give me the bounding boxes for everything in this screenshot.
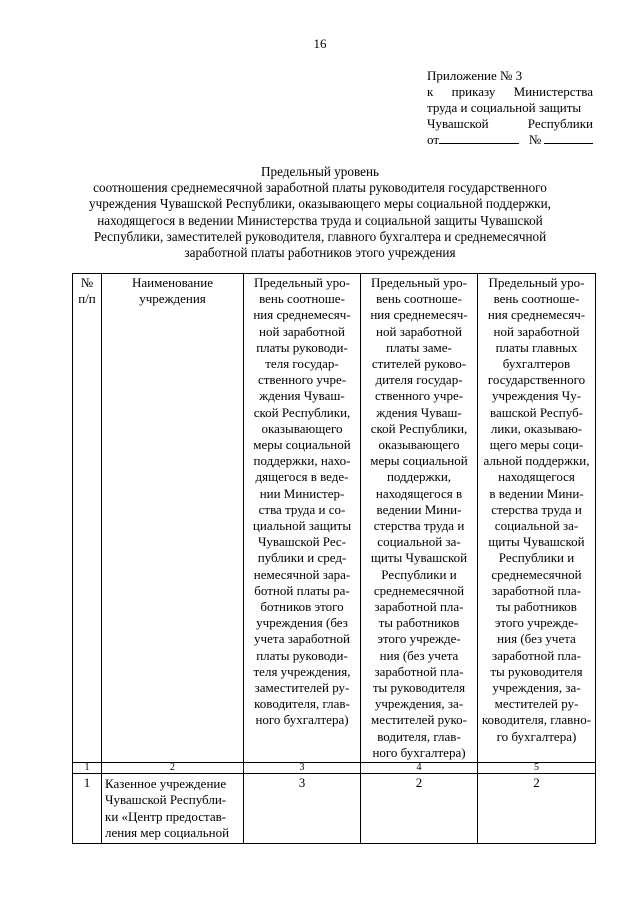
cell-line: поддержки, нахо- [253,453,351,469]
appendix-line-1 [427,68,593,84]
cell-line: го бухгалтера) [496,728,577,744]
cell-line: водителя, глав- [377,728,461,744]
header-deputies-ratio [361,274,478,763]
cell-line: публики и сред- [257,550,347,566]
cell-line: ной заработной [376,323,462,339]
column-number: 3 [244,763,361,774]
cell-line: ственного учре- [257,372,347,388]
cell-line: находящегося в [375,485,463,501]
appendix-word: Министерства [513,84,593,99]
appendix-block [427,68,593,148]
cell-line: Казенное учреждение [105,776,227,792]
cell-line: Предельный уро- [370,275,467,290]
cell-line: ния (без учета [497,631,576,647]
header-head-ratio [244,274,361,763]
page-number: 16 [313,36,327,51]
appendix-word: к [427,84,434,99]
title-line: находящегося в ведении Министерства труда и социальной защиты Чувашской [97,212,543,228]
appendix-line-4 [427,116,593,132]
cell-line: заместителей ру- [254,680,350,696]
appendix-line-2 [427,84,593,100]
title-line: Предельный уровень [260,164,380,179]
cell-line: п/п [78,291,96,307]
column-numbers-row [73,763,596,774]
cell-line: щиты Чувашской [488,534,585,550]
cell-line: этого учрежде- [494,615,579,631]
cell-line: ботников этого [260,599,344,615]
cell-line: теля учреждения, [253,663,351,679]
head-ratio-value: 3 [244,774,361,844]
cell-line: социальной за- [494,518,579,534]
cell-line: нии Министер- [259,485,345,501]
cell-line: дителя государ- [375,372,463,388]
cell-line: Предельный уро- [488,275,585,290]
cell-line: ки «Центр предостав- [105,808,227,824]
cell-line: ной заработной [259,323,345,339]
title-line: соотношения среднемесячной заработной платы руководителя государственного [93,180,547,196]
cell-line: учреждения, за- [374,696,464,712]
cell-line: ботной платы ра- [254,582,350,598]
cell-line: ждения Чуваш- [376,404,462,420]
cell-line: платы руководи- [256,339,348,355]
cell-line: поддержки, [386,469,452,485]
header-accountant-ratio [478,274,596,763]
appendix-title: Приложение № 3 [427,68,523,83]
cell-line: ской Республики, [253,404,351,420]
cell-line: вень соотноше- [259,291,345,307]
cell-line: меры социальной [253,437,351,453]
cell-line: заработной пла- [491,647,581,663]
cell-line: ты руководителя [490,663,583,679]
cell-line: стерства труда и [491,501,582,517]
title-line: заработной платы работников этого учреждения [184,245,456,261]
appendix-line-5 [427,132,593,148]
cell-line: находящегося [498,469,575,485]
cell-line: ления мер социальной [105,824,230,840]
header-name [102,274,244,763]
cell-line: вень соотноше- [493,291,580,307]
appendix-word: Республики [527,116,593,131]
title-line: Республики, заместителей руководителя, главного бухгалтера и среднемесячной [93,228,547,244]
date-label: от [427,132,440,147]
cell-line: ководителя, главно- [481,712,592,728]
cell-line: вашской Респуб- [489,404,584,420]
cell-line: щего меры соци- [489,437,584,453]
appendix-line-3 [427,100,593,116]
cell-line: ты работников [378,615,460,631]
cell-line: в ведении Мини- [489,485,584,501]
cell-line: среднемесячной [491,566,582,582]
cell-line: альной поддержки, [483,453,590,469]
appendix-word: Чувашской [427,116,489,131]
cell-line: щиты Чувашской [370,550,468,566]
cell-line: среднемесячной [373,582,465,598]
cell-line: заработной пла- [374,663,464,679]
cell-line: ного бухгалтера) [255,712,349,728]
cell-line: этого учрежде- [377,631,461,647]
column-number: 4 [361,763,478,774]
column-number: 1 [73,763,102,774]
cell-line: № [80,275,94,290]
cell-line: ного бухгалтера) [372,744,466,760]
number-label: № [528,132,542,147]
cell-line: платы заме- [386,339,452,355]
cell-line: оказывающего [378,437,460,453]
cell-line: ственного учре- [374,388,464,404]
accountant-ratio-value: 2 [478,774,596,844]
cell-line: стерства труда и [373,518,465,534]
cell-line: местителей руко- [371,712,467,728]
institution-name [102,774,244,844]
column-number: 2 [102,763,244,774]
cell-line: дящегося в веде- [255,469,349,485]
cell-line: платы главных [495,339,578,355]
cell-line: заработной пла- [491,582,581,598]
cell-line: ной заработной [493,323,580,339]
cell-line: учреждения, за- [492,680,581,696]
cell-line: социальной за- [377,534,461,550]
cell-line: заработной пла- [374,599,464,615]
cell-line: ждения Чуваш- [259,388,345,404]
cell-line: ния среднемесяч- [253,307,351,323]
cell-line: Чувашской Рес- [257,534,347,550]
cell-line: лики, оказываю- [490,420,583,436]
cell-line: оказывающего [261,420,343,436]
cell-line: бухгалтеров [502,356,571,372]
number-blank [544,132,593,144]
cell-line: вень соотноше- [376,291,462,307]
cell-line: немесячной зара- [253,566,351,582]
row-number: 1 [73,774,102,844]
ratio-table [72,273,596,844]
cell-line: ской Республики, [370,420,468,436]
cell-line: учреждения [139,291,206,307]
cell-line: ния среднемесяч- [370,307,468,323]
cell-line: меры социальной [370,453,468,469]
cell-line: ты руководителя [372,680,466,696]
cell-line: Наименование [132,275,213,290]
table-header-row [73,274,596,763]
cell-line: ведении Мини- [376,501,462,517]
cell-line: теля государ- [265,356,339,372]
appendix-word: приказу [451,84,496,99]
date-blank [439,132,519,144]
cell-line: учета заработной [254,631,350,647]
cell-line: Чувашской Республи- [105,792,227,808]
cell-line: государственного [487,372,586,388]
appendix-text: труда и социальной защиты [427,100,582,115]
cell-line: ния (без учета [379,647,459,663]
column-number: 5 [478,763,596,774]
document-title [0,164,640,261]
table-row [73,774,596,844]
cell-line: Республики и [381,566,457,582]
cell-line: учреждения (без [256,615,348,631]
cell-line: ководителя, глав- [254,696,350,712]
cell-line: учреждения Чу- [491,388,582,404]
title-line: учреждения Чувашской Республики, оказывающего меры социальной поддержки, [89,196,551,212]
cell-line: платы руководи- [256,647,348,663]
cell-line: ты работников [496,599,577,615]
cell-line: ства труда и со- [258,501,346,517]
cell-line: местителей ру- [494,696,579,712]
cell-line: циальной защиты [252,518,352,534]
cell-line: ния среднемесяч- [487,307,586,323]
cell-line: стителей руково- [371,356,467,372]
cell-line: Предельный уро- [253,275,350,290]
deputies-ratio-value: 2 [361,774,478,844]
header-num [73,274,102,763]
cell-line: Республики и [498,550,575,566]
